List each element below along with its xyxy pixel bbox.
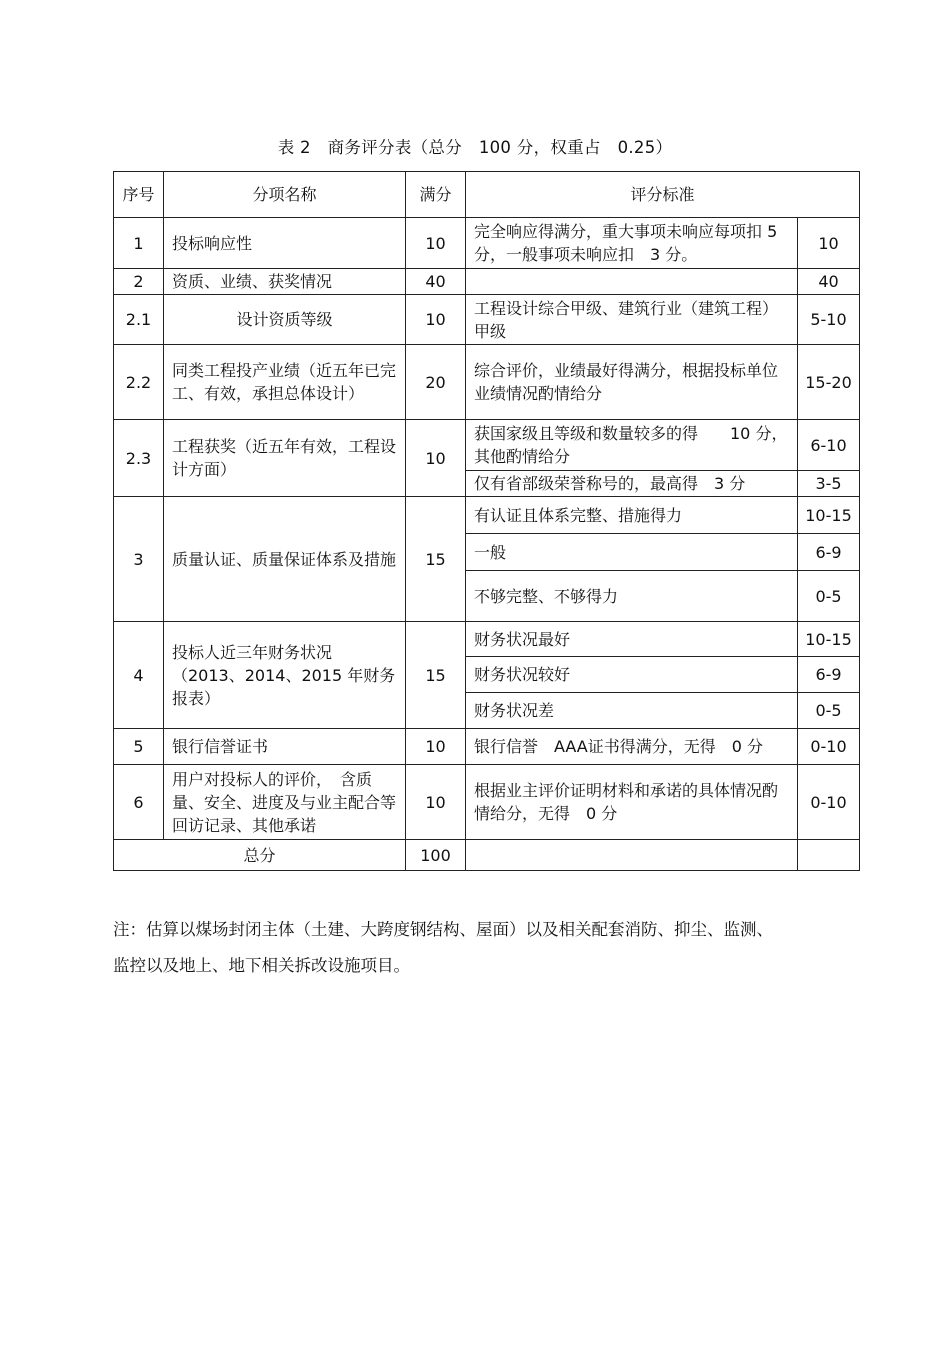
row-full: 15 — [406, 622, 466, 729]
table-row — [114, 269, 860, 295]
row-score: 40 — [798, 269, 860, 295]
row-name: 投标人近三年财务状况（2013、2014、2015 年财务报表） — [164, 622, 406, 729]
row-criteria: 不够完整、不够得力 — [466, 571, 798, 622]
row-score: 0-5 — [798, 693, 860, 729]
row-score: 0-10 — [798, 765, 860, 840]
row-criteria: 财务状况最好 — [466, 622, 798, 657]
row-full: 40 — [406, 269, 466, 295]
row-name: 质量认证、质量保证体系及措施 — [164, 497, 406, 622]
total-score-empty — [798, 840, 860, 871]
table-row — [114, 295, 860, 345]
footnote-line-2: 监控以及地上、地下相关拆改设施项目。 — [113, 956, 410, 975]
total-value: 100 — [406, 840, 466, 871]
row-criteria: 财务状况差 — [466, 693, 798, 729]
row-name: 资质、业绩、获奖情况 — [164, 269, 406, 295]
row-score: 15-20 — [798, 345, 860, 420]
row-score: 10-15 — [798, 497, 860, 534]
row-criteria: 完全响应得满分，重大事项未响应每项扣 5 分，一般事项未响应扣 3 分。 — [466, 218, 798, 269]
footnote — [113, 912, 853, 984]
row-seq: 2 — [114, 269, 164, 295]
row-name: 用户对投标人的评价， 含质量、安全、进度及与业主配合等回访记录、其他承诺 — [164, 765, 406, 840]
header-full: 满分 — [406, 172, 466, 218]
footnote-line-1: 注：估算以煤场封闭主体（土建、大跨度钢结构、屋面）以及相关配套消防、抑尘、监测、 — [113, 920, 773, 939]
table-row — [114, 345, 860, 420]
row-score: 0-10 — [798, 729, 860, 765]
total-row — [114, 840, 860, 871]
row-seq: 4 — [114, 622, 164, 729]
row-seq: 2.3 — [114, 420, 164, 497]
row-full: 10 — [406, 729, 466, 765]
table-row — [114, 497, 860, 534]
table-row — [114, 729, 860, 765]
row-seq: 3 — [114, 497, 164, 622]
row-seq: 6 — [114, 765, 164, 840]
row-score: 0-5 — [798, 571, 860, 622]
header-seq: 序号 — [114, 172, 164, 218]
row-criteria: 有认证且体系完整、措施得力 — [466, 497, 798, 534]
row-criteria: 财务状况较好 — [466, 657, 798, 693]
row-score: 6-9 — [798, 657, 860, 693]
row-full: 15 — [406, 497, 466, 622]
row-criteria: 仅有省部级荣誉称号的，最高得 3 分 — [466, 471, 798, 497]
row-score: 10-15 — [798, 622, 860, 657]
row-criteria: 获国家级且等级和数量较多的得 10 分，其他酌情给分 — [466, 420, 798, 471]
row-name: 工程获奖（近五年有效，工程设计方面） — [164, 420, 406, 497]
row-criteria: 一般 — [466, 534, 798, 571]
row-full: 10 — [406, 420, 466, 497]
row-name: 投标响应性 — [164, 218, 406, 269]
table-row — [114, 420, 860, 471]
row-criteria: 工程设计综合甲级、建筑行业（建筑工程）甲级 — [466, 295, 798, 345]
total-criteria-empty — [466, 840, 798, 871]
table-row — [114, 218, 860, 269]
table-row — [114, 765, 860, 840]
row-criteria: 综合评价，业绩最好得满分，根据投标单位业绩情况酌情给分 — [466, 345, 798, 420]
row-criteria: 银行信誉 AAA证书得满分，无得 0 分 — [466, 729, 798, 765]
row-seq: 5 — [114, 729, 164, 765]
row-criteria — [466, 269, 798, 295]
row-name: 银行信誉证书 — [164, 729, 406, 765]
table-header-row — [114, 172, 860, 218]
row-score: 5-10 — [798, 295, 860, 345]
row-full: 10 — [406, 765, 466, 840]
table-title: 表 2 商务评分表（总分 100 分，权重占 0.25） — [277, 138, 673, 157]
row-full: 20 — [406, 345, 466, 420]
row-seq: 1 — [114, 218, 164, 269]
table-row — [114, 622, 860, 657]
row-score: 6-9 — [798, 534, 860, 571]
row-criteria: 根据业主评价证明材料和承诺的具体情况酌情给分，无得 0 分 — [466, 765, 798, 840]
row-seq: 2.2 — [114, 345, 164, 420]
row-seq: 2.1 — [114, 295, 164, 345]
business-scoring-table — [113, 171, 860, 871]
header-criteria: 评分标准 — [466, 172, 860, 218]
row-score: 6-10 — [798, 420, 860, 471]
row-full: 10 — [406, 218, 466, 269]
row-name: 设计资质等级 — [164, 295, 406, 345]
header-name: 分项名称 — [164, 172, 406, 218]
row-full: 10 — [406, 295, 466, 345]
row-score: 10 — [798, 218, 860, 269]
total-label: 总分 — [114, 840, 406, 871]
row-name: 同类工程投产业绩（近五年已完工、有效，承担总体设计） — [164, 345, 406, 420]
row-score: 3-5 — [798, 471, 860, 497]
